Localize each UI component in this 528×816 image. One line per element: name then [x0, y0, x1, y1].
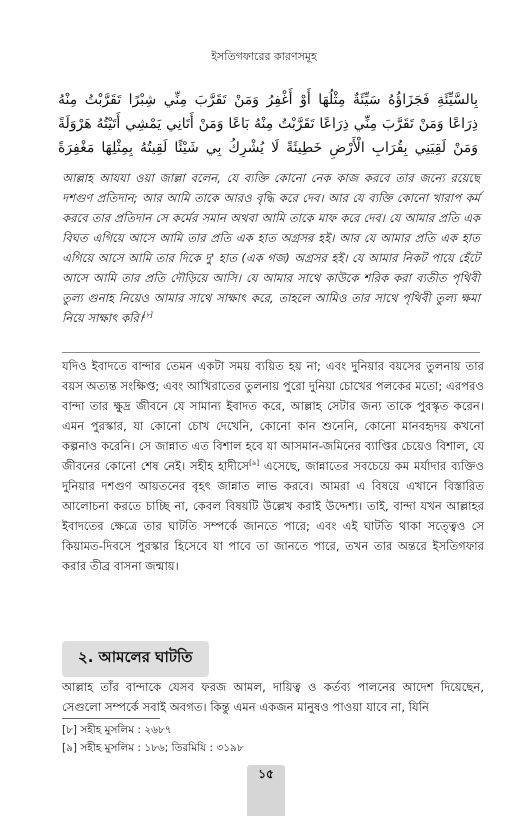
- footnote-8: [৮] সহীহ মুসলিম : ২৬৮৭: [62, 724, 172, 736]
- arabic-line-1: بِالسَّيِّئَةِ فَجَزَاؤُهُ سَيِّئَةٌ مِثْلُهَا أَوْ أَغْفِرُ وَمَنْ تَقَرَّبَ مِنِّي شِبْرًا تَقَرَّبْتُ مِنْهُ: [58, 92, 478, 108]
- arabic-line-2: ذِرَاعًا وَمَنْ تَقَرَّبَ مِنِّي ذِرَاعًا تَقَرَّبْتُ مِنْهُ بَاعًا وَمَنْ أَتَانِي يَمْشِي أَتَيْتُهُ هَرْوَلَةً: [58, 116, 478, 132]
- translation-text: আল্লাহ আযযা ওয়া জাল্লা বলেন, যে ব্যক্তি কোনো নেক কাজ করবে তার জন্যে রয়েছে দশগুণ প্রতিদান; আর আমি তাকে আরও বৃদ্ধি করে দেব। আর যে ব্যক্তি কোনো খারাপ কর্ম করবে তার প্রতিদান সে কর্মের সমান অথবা আমি তাকে মাফ করে দেব। যে আমার প্রতি এক বিঘত এগিয়ে আসে আমি তার প্রতি এক হাত অগ্রসর হই। আর যে আমার প্রতি এক হাত এগিয়ে আসে আমি তার দিকে দু' হাত (এক গজ) অগ্রসর হই। যে আমার নিকট পায়ে হেঁটে আসে আমি তার প্রতি দৌড়িয়ে আসি। যে আমার সাথে কাউকে শরিক করা ব্যতীত পৃথিবী তুল্য গুনাহ নিয়েও আমার সাথে সাক্ষাৎ করে, তাহলে আমিও তার সাথে পৃথিবী তুল্য ক্ষমা নিয়ে সাক্ষাৎ করি।: [62, 171, 480, 325]
- page-number: ১৫: [258, 767, 274, 781]
- arabic-line-3: وَمَنْ لَقِيَنِي بِقُرَابِ الْأَرْضِ خَطِيئَةً لَا يُشْرِكُ بِي شَيْئًا لَقِيتُهُ بِمِثْلِهَا مَغْفِرَةً: [58, 140, 478, 156]
- footnote-separator: [62, 718, 160, 719]
- hadith-translation: [62, 168, 480, 328]
- body-paragraph-2: আল্লাহ তাঁর বান্দাকে যেসব ফরজ আমল, দায়িত্ব ও কর্তব্য পালনের আদেশ দিয়েছেন, সেগুলো সম্পর্কে সবাই অবগত। কিন্তু এমন একজন মানুষও পাওয়া যাবে না, যিনি: [62, 680, 484, 714]
- running-head: ইসতিগফারের কারণসমূহ: [211, 50, 317, 63]
- footnotes: [62, 721, 482, 757]
- arabic-hadith-text: [58, 88, 478, 160]
- footnote-ref-9: [৯]: [249, 459, 260, 468]
- section-heading: ২. আমলের ঘাটতি: [62, 641, 209, 677]
- footnote-9: [৯] সহীহ মুসলিম : ১৮৬; তিরমিযি : ৩১৯৮: [62, 742, 244, 754]
- section-divider: [62, 352, 480, 353]
- footnote-ref-8: [৮]: [143, 311, 154, 320]
- paragraph-1-text-b: এসেছে, জান্নাতের সবচেয়ে কম মর্যাদার ব্যক্তিও দুনিয়ার দশগুণ আয়তনের বৃহৎ জান্নাত লাভ করবে। আমরা এ বিষয়ে এখানে বিস্তারিত আলোচনা করতে চাচ্ছি না, কেবল বিষয়টি উল্লেখ করাই উদ্দেশ্য। তাই, বান্দা যখন আল্লাহর ইবাদতের ক্ষেত্রে তার ঘাটতি সম্পর্কে জানতে পারে; এবং এই ঘাটতি থাকা সত্ত্বেও সে কিয়ামত-দিবসে পুরস্কার হিসেবে যা পাবে তা জানতে পারে, তখন তার অন্তরে ইসতিগফার করার তীব্র বাসনা জন্মায়।: [62, 459, 485, 573]
- paragraph-1-text-a: যদিও ইবাদতে বান্দার তেমন একটা সময় ব্যয়িত হয় না; এবং দুনিয়ার বয়সের তুলনায় তার বয়স অত্যন্ত সংক্ষিপ্ত; এবং আখিরাতের তুলনায় পুরো দুনিয়া চোখের পলকের মতো; এরপরও বান্দা তার ক্ষুদ্র জীবনে যে সামান্য ইবাদত করে, আল্লাহ সেটার জন্য তাকে পুরস্কৃত করেন। এমন পুরস্কার, যা কোনো চোখ দেখেনি, কোনো কান শুনেনি, কোনো মানবহৃদয় কখনো কল্পনাও করেনি। সে জান্নাত এত বিশাল হবে যা আসমান-জমিনের ব্যাপ্তির চেয়েও বিশাল, যে জীবনের কোনো শেষ নেই। সহীহ হাদীসে: [62, 359, 484, 473]
- body-paragraph-1: [62, 356, 484, 576]
